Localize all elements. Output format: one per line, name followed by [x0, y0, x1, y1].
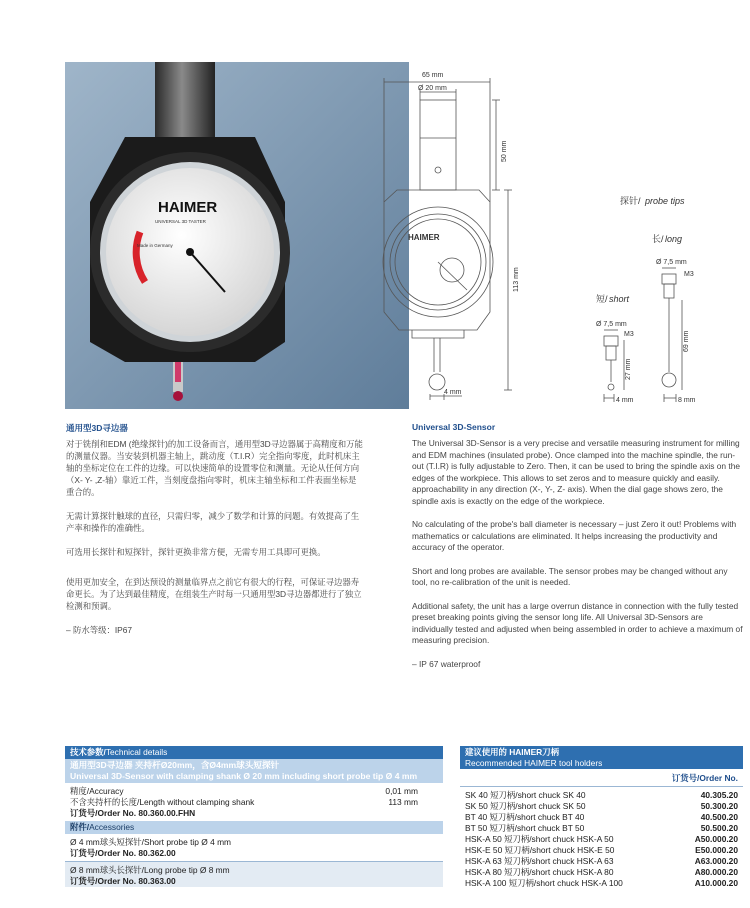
cn-paragraph-2: 无需计算探针触球的直径，只需归零，减少了数学和计算的问题。有效提高了生产率和操作的准确性。	[66, 511, 360, 533]
holder-name: BT 40 短刀柄/short chuck BT 40	[465, 812, 585, 822]
holder-order: E50.000.20	[695, 845, 738, 855]
accessory-item-1	[65, 834, 443, 859]
acc-order-en: Order No. 80.362.00	[97, 848, 176, 858]
tech-order-cn: 订货号/	[70, 808, 98, 818]
holder-order: 50.300.20	[700, 801, 738, 811]
holders-rows	[460, 787, 743, 889]
holder-order: A10.000.20	[694, 878, 738, 888]
tech-header-en: Technical details	[105, 747, 168, 757]
dim-m3-long: M3	[684, 271, 694, 278]
photo-made-in: Made in Germany	[137, 243, 173, 248]
tech-row-label-cn: 不含夹持杆的长度/	[70, 797, 140, 807]
tech-row-length	[65, 797, 443, 808]
holder-order: A80.000.20	[694, 867, 738, 877]
holder-order: 40.305.20	[700, 790, 738, 800]
holder-row	[460, 834, 743, 845]
holders-order-col-cn: 订货号/	[671, 773, 700, 783]
tech-row-accuracy	[65, 786, 443, 797]
accessory-item-2	[65, 861, 443, 887]
tech-row-label-en: Accuracy	[89, 786, 124, 796]
holder-row	[460, 845, 743, 856]
tech-rows	[65, 783, 443, 819]
en-paragraph-4: Additional safety, the unit has a large overrun distance in connection with the fully tested preset breaking points giving the sensor long life. All Universal 3D-Sensors are individually tested and adjusted when being assembled in order to achieve a maximum of measuring precision.	[412, 600, 743, 645]
holder-row	[460, 878, 743, 889]
short-cn: 短/	[596, 294, 608, 304]
holder-row	[460, 801, 743, 812]
tech-header	[65, 746, 443, 759]
photo-dial-sub: UNIVERSAL 3D TASTER	[155, 219, 206, 224]
tech-row-label-cn: 精度/	[70, 786, 90, 796]
probe-tips-en: probe tips	[645, 196, 685, 206]
long-en: long	[665, 234, 683, 244]
cn-paragraph-1: 对于铣削和EDM (绝缘探针)的加工设备而言，通用型3D寻边器属于高精度和万能的测量仪器。当安装到机器主轴上，跳动度（T.I.R）完全指向零度，此时机床主轴的坐标定位在工件的边缘。可以快速简单的设置零位和测量。无论从任何方向（X- Y- ,Z-轴）靠近工件，当刻度盘指向零时，机床主轴坐标和工件表面坐标是重合的。	[66, 439, 363, 497]
tech-row-value: 113 mm	[388, 797, 418, 807]
holder-order: A63.000.20	[694, 856, 738, 866]
dim-27: 27 mm	[625, 358, 632, 380]
tech-order-en: Order No. 80.360.00.FHN	[97, 808, 196, 818]
short-en: short	[609, 294, 630, 304]
holders-header-cn: 建议使用的 HAIMER刀柄	[465, 747, 559, 757]
holder-row	[460, 867, 743, 878]
tech-order-row	[65, 808, 443, 819]
tech-header-cn: 技术参数/	[70, 747, 106, 757]
acc-desc-en: Long probe tip Ø 8 mm	[143, 865, 230, 875]
acc-order-en: Order No. 80.363.00	[97, 876, 176, 886]
holder-row	[460, 823, 743, 834]
holder-row	[460, 856, 743, 867]
photo-dial-brand: HAIMER	[158, 199, 218, 216]
cn-heading: 通用型3D寻边器	[66, 423, 128, 433]
technical-details-table	[65, 746, 443, 887]
holder-name: SK 50 短刀柄/short chuck SK 50	[465, 801, 586, 811]
acc-order-cn: 订货号/	[70, 876, 98, 886]
holder-name: HSK-A 63 短刀柄/short chuck HSK-A 63	[465, 856, 614, 866]
tech-sub-cn: 通用型3D寻边器 夹持杆Ø20mm，含Ø4mm球头短探针	[70, 760, 280, 770]
acc-order-cn: 订货号/	[70, 848, 98, 858]
holder-name: SK 40 短刀柄/short chuck SK 40	[465, 790, 586, 800]
dim-dia-75-long: Ø 7,5 mm	[656, 259, 687, 266]
cn-text-column	[66, 438, 364, 648]
holder-order: A50.000.20	[694, 834, 738, 844]
holder-order: 40.500.20	[700, 812, 738, 822]
accessories-en: Accessories	[89, 822, 135, 832]
en-text-column	[412, 438, 744, 682]
holders-order-col-en: Order No.	[699, 773, 738, 783]
dim-m3-short: M3	[624, 331, 634, 338]
cn-paragraph-3: 可选用长探针和短探针，探针更换非常方便，无需专用工具即可更换。	[66, 547, 326, 557]
acc-desc-en: Short probe tip Ø 4 mm	[143, 837, 232, 847]
product-photo	[65, 62, 409, 409]
holder-name: HSK-A 50 短刀柄/short chuck HSK-A 50	[465, 834, 614, 844]
holder-order: 50.500.20	[700, 823, 738, 833]
dim-dia-75-short: Ø 7,5 mm	[596, 321, 627, 328]
en-paragraph-5: – IP 67 waterproof	[412, 658, 481, 669]
dim-8: 8 mm	[678, 397, 696, 404]
acc-desc-cn: Ø 4 mm球头短探针/	[70, 837, 144, 847]
acc-desc-cn: Ø 8 mm球头长探针/	[70, 865, 144, 875]
holders-order-col	[460, 769, 743, 787]
dim-65: 65 mm	[422, 72, 444, 79]
dim-50: 50 mm	[501, 140, 508, 162]
sensor-photo-illustration	[65, 62, 409, 409]
holder-row	[460, 790, 743, 801]
holders-header	[460, 746, 743, 769]
accessories-cn: 附件/	[70, 822, 90, 832]
cn-paragraph-5: – 防水等级：IP67	[66, 625, 133, 635]
dim-4-short: 4 mm	[616, 397, 634, 404]
holder-name: HSK-E 50 短刀柄/short chuck HSK-E 50	[465, 845, 615, 855]
dim-113: 113 mm	[513, 267, 520, 292]
tech-sub-en: Universal 3D-Sensor with clamping shank Ø 20 mm including short probe tip Ø 4 mm	[70, 771, 418, 781]
holder-name: BT 50 短刀柄/short chuck BT 50	[465, 823, 585, 833]
dim-dia-20: Ø 20 mm	[418, 85, 447, 92]
probe-tips-cn: 探针/	[620, 196, 641, 206]
accessories-header	[65, 821, 443, 834]
dimension-drawing	[372, 62, 750, 412]
tool-holders-table	[460, 746, 743, 889]
drawing-dial-brand: HAIMER	[408, 233, 440, 242]
dim-4: 4 mm	[444, 389, 462, 396]
holder-name: HSK-A 100 短刀柄/short chuck HSK-A 100	[465, 878, 623, 888]
tech-row-label-en: Length without clamping shank	[139, 797, 255, 807]
cn-paragraph-4: 使用更加安全，在到达预设的测量临界点之前它有很大的行程，可保证寻边器寿命更长。为了达到最佳精度，在组装生产时每一只通用型3D寻边器都进行了独立检测和预调。	[66, 577, 362, 611]
tech-row-value: 0,01 mm	[385, 786, 418, 796]
holders-header-en: Recommended HAIMER tool holders	[465, 757, 603, 768]
tech-subheader	[65, 759, 443, 783]
holder-row	[460, 812, 743, 823]
en-paragraph-1: The Universal 3D-Sensor is a very precise and versatile measuring instrument for milling and EDM machines (insulated probe). Once clamped into the machine spindle, the run-out (T.I.R) is fully adjustable to Zero. Then, it can be used to bring the spindle axis on the edges of the workpiece. This allows to set zeros and to measure quickly and easily. approachability in any direction (X-, Y-, Z- axis). When the dial gage shows zero, the spindle axis is exactly on the edge of the workpiece.	[412, 438, 741, 506]
en-paragraph-3: Short and long probes are available. The sensor probes may be changed without any tool, no re-calibration of the unit is needed.	[412, 565, 728, 587]
long-cn: 长/	[652, 234, 664, 244]
holder-name: HSK-A 80 短刀柄/short chuck HSK-A 80	[465, 867, 614, 877]
technical-drawing	[372, 62, 750, 412]
en-heading: Universal 3D-Sensor	[412, 422, 496, 432]
dim-69: 69 mm	[683, 330, 690, 352]
en-paragraph-2: No calculating of the probe's ball diameter is necessary – just Zero it out! Problems with mathematics or calculations are eliminated. It helps increasing the productivity and accuracy of the operator.	[412, 519, 737, 552]
